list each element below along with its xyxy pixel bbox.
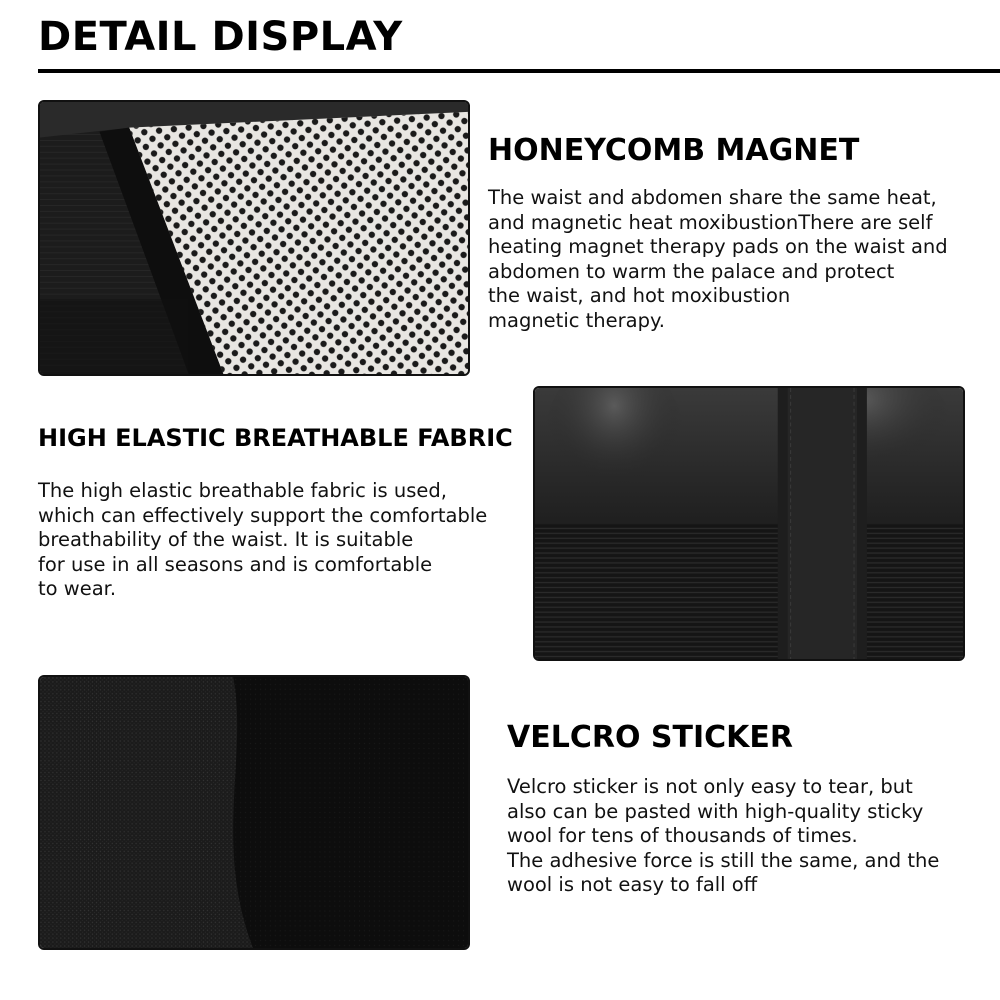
text-line: Velcro sticker is not only easy to tear, but [507, 775, 913, 798]
text-line: the waist, and hot moxibustion [488, 284, 791, 308]
text-line: which can effectively support the comfortable [38, 503, 488, 527]
title-underline [38, 69, 1000, 73]
section-text-honeycomb [488, 186, 948, 334]
honeycomb-magnet-photo [38, 100, 470, 376]
text-line: heating magnet therapy pads on the waist and [488, 235, 948, 259]
text-line: breathability of the waist. It is suitable [38, 528, 414, 552]
text-line: and magnetic heat moxibustionThere are self [488, 210, 933, 234]
text-line: wool is not easy to fall off [507, 873, 758, 897]
page-title: DETAIL DISPLAY [38, 14, 403, 60]
text-line: The waist and abdomen share the same heat, [488, 186, 937, 209]
text-line: to wear. [38, 577, 117, 601]
section-heading-fabric: HIGH ELASTIC BREATHABLE FABRIC [38, 424, 513, 452]
section-heading-honeycomb: HONEYCOMB MAGNET [488, 133, 860, 168]
text-line: abdomen to warm the palace and protect [488, 259, 895, 283]
text-line: also can be pasted with high-quality sticky [507, 799, 924, 823]
text-line: The high elastic breathable fabric is used, [38, 479, 447, 502]
section-heading-velcro: VELCRO STICKER [507, 720, 793, 755]
elastic-fabric-photo [533, 386, 965, 661]
section-text-fabric [38, 479, 487, 602]
text-line: magnetic therapy. [488, 308, 665, 332]
text-line: wool for tens of thousands of times. [507, 824, 858, 848]
text-line: for use in all seasons and is comfortable [38, 552, 433, 576]
section-text-velcro [507, 775, 939, 898]
text-line: The adhesive force is still the same, and the [507, 848, 940, 872]
velcro-sticker-photo [38, 675, 470, 950]
